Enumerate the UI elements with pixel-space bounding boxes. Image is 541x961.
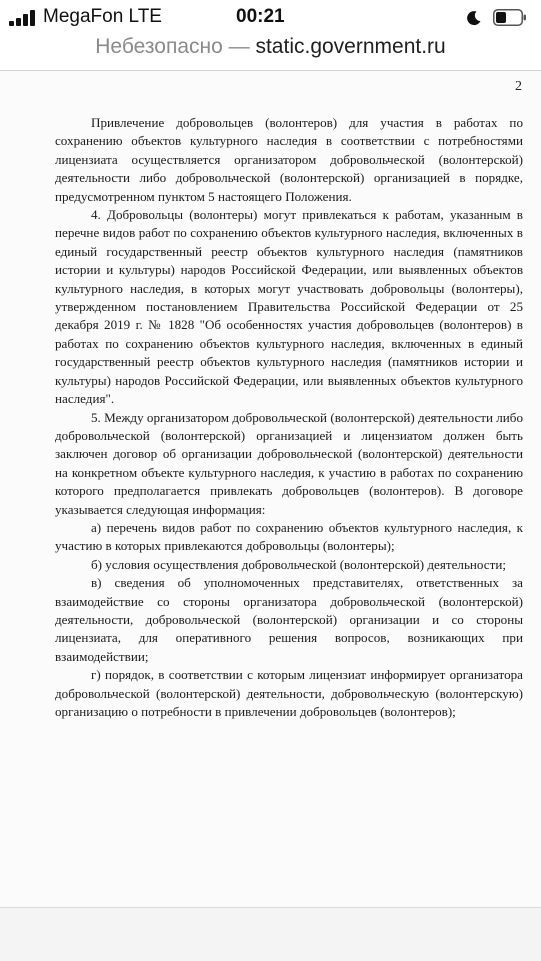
- security-warning: Небезопасно: [95, 35, 223, 58]
- document-page: [0, 71, 541, 907]
- page-number: 2: [515, 79, 522, 94]
- url-domain: static.government.ru: [255, 35, 446, 58]
- moon-icon: [466, 10, 482, 26]
- signal-strength-icon: [9, 10, 39, 26]
- paragraph-intro: Привлечение добровольцев (волонтеров) для участия в работах по сохранению объектов культурного наследия в соответствии с потребностями лицензиата осуществляется организатором добровольческой (волонтерской) деятельности либо добровольческой (волонтерской) организацией в порядке, предусмотренном пунктом 5 настоящего Положения.: [55, 115, 523, 204]
- paragraph-5: 5. Между организатором добровольческой (волонтерской) деятельности либо добровольческой (волонтерской) организацией и лицензиатом должен быть заключен договор об организации добровольческой (волонтерской) деятельности на конкретном объекте культурного наследия, к участию в работах по сохранению которого предполагается привлекать добровольцев (волонтеров). В договоре указывается следующая информация:: [55, 409, 524, 517]
- carrier-name: MegaFon LTE: [43, 6, 162, 27]
- document-text: [55, 114, 523, 721]
- browser-bottom-bar: [0, 907, 541, 961]
- url-display[interactable]: [0, 35, 541, 59]
- paragraph-5g: г) порядок, в соответствии с которым лицензиат информирует организатора добровольческой (волонтерской) деятельности, добровольческую (волонтерскую) организацию о потребности в привлечении добровольцев (волонтеров);: [55, 667, 523, 719]
- address-bar[interactable]: [0, 34, 541, 71]
- status-bar: [0, 0, 541, 34]
- battery-icon: [493, 9, 527, 26]
- paragraph-4: 4. Добровольцы (волонтеры) могут привлекаться к работам, указанным в перечне видов работ по сохранению объектов культурного наследия, включенных в единый государственный реестр объектов культурного наследия (памятников истории и культуры) народов Российской Федерации, или выявленных объектов культурного наследия, в которых могут участвовать добровольцы (волонтеры), утвержденном постановлением Правительства Российской Федерации от 25 декабря 2019 г. № 1828 "Об особенностях участия добровольцев (волонтеров) в работах по сохранению объектов культурного наследия, включенных в единый государственный реестр объектов культурного наследия (памятников истории и культуры) народов Российской Федерации, или выявленных объектов культурного наследия".: [55, 207, 523, 407]
- url-separator: —: [222, 35, 256, 58]
- paragraph-5v: в) сведения об уполномоченных представителях, ответственных за взаимодействие со стороны организатора добровольческой (волонтерской) деятельности, добровольческой (волонтерской) организации и со стороны лицензиата, для оперативного решения вопросов, возникающих при взаимодействии;: [55, 575, 523, 664]
- status-time: 00:21: [236, 6, 285, 27]
- paragraph-5b: б) условия осуществления добровольческой (волонтерской) деятельности;: [91, 556, 506, 572]
- paragraph-5a: а) перечень видов работ по сохранению объектов культурного наследия, к участию в которых привлекаются добровольцы (волонтеры);: [55, 519, 523, 554]
